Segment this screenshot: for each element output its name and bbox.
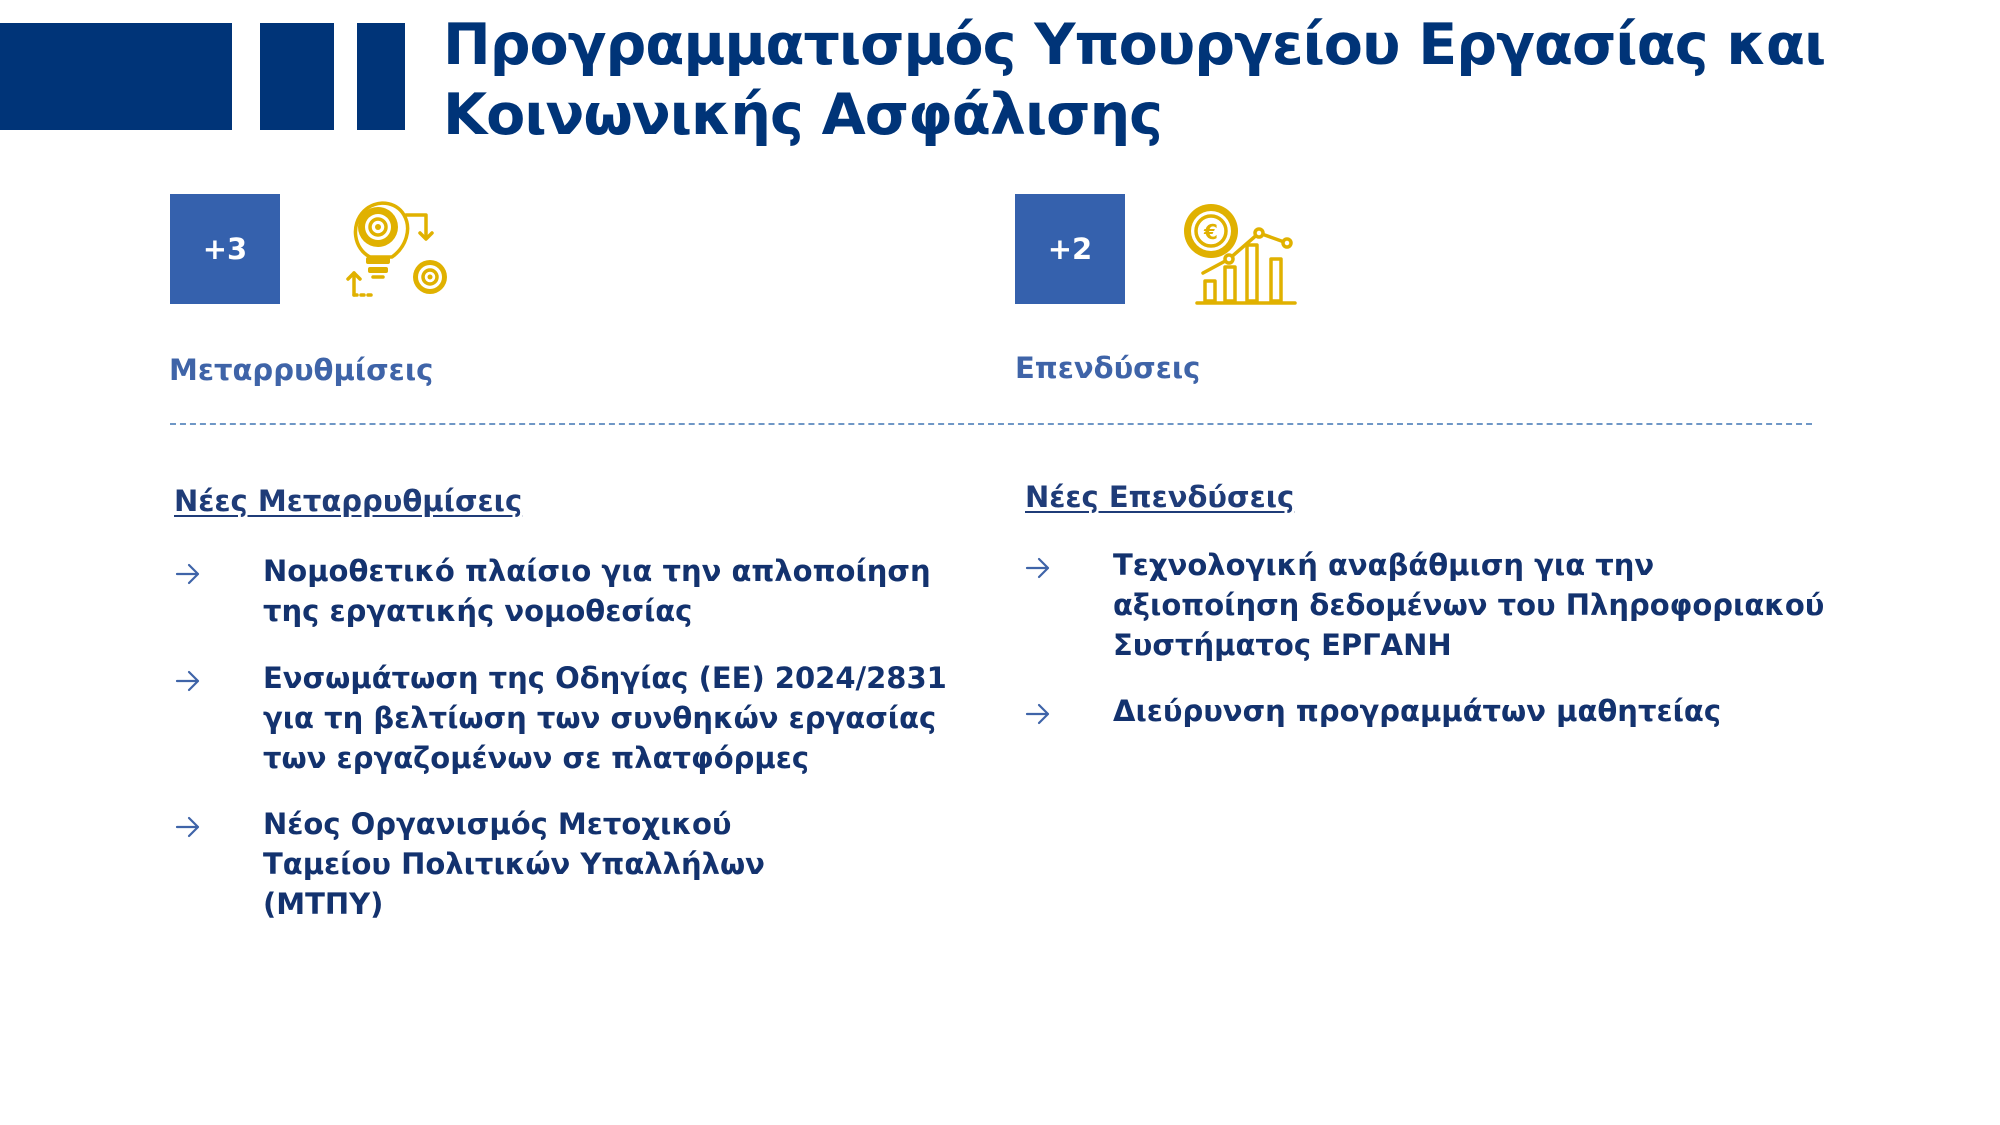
investment-item: Τεχνολογική αναβάθμιση για την αξιοποίηση δεδομένων του Πληροφοριακού Συστήματος ΕΡΓΑΝΗ bbox=[1113, 548, 1825, 662]
section-divider bbox=[170, 423, 1812, 425]
reforms-count-badge: +3 bbox=[170, 194, 280, 304]
reform-item: Νέος Οργανισμός Μετοχικού Ταμείου Πολιτικών Υπαλλήλων (ΜΤΠΥ) bbox=[263, 807, 765, 921]
svg-text:€: € bbox=[1204, 220, 1218, 244]
investments-category-label: Επενδύσεις bbox=[1015, 351, 1201, 385]
reform-item: Ενσωμάτωση της Οδηγίας (ΕΕ) 2024/2831 για τη βελτίωση των συνθηκών εργασίας των εργαζομένων σε πλατφόρμες bbox=[263, 661, 947, 775]
investments-count-badge: +2 bbox=[1015, 194, 1125, 304]
arrow-right-icon bbox=[175, 669, 201, 693]
reforms-category-label: Μεταρρυθμίσεις bbox=[169, 353, 434, 387]
arrow-right-icon bbox=[175, 562, 201, 586]
new-investments-heading: Νέες Επενδύσεις bbox=[1025, 480, 1295, 514]
reform-item: Νομοθετικό πλαίσιο για την απλοποίηση της εργατικής νομοθεσίας bbox=[263, 554, 931, 628]
page-title-line-1: Προγραμματισμός Υπουργείου Εργασίας και bbox=[443, 12, 1826, 78]
header-block-small bbox=[357, 23, 405, 130]
header-block-medium bbox=[260, 23, 334, 130]
header-block-large bbox=[0, 23, 232, 130]
page-title bbox=[443, 10, 1825, 150]
arrow-right-icon bbox=[175, 815, 201, 839]
page-title-line-2: Κοινωνικής Ασφάλισης bbox=[443, 82, 1162, 148]
arrow-right-icon bbox=[1025, 556, 1051, 580]
euro-investment-chart-icon bbox=[1183, 203, 1303, 307]
lightbulb-gears-icon bbox=[340, 195, 452, 305]
arrow-right-icon bbox=[1025, 702, 1051, 726]
investment-item: Διεύρυνση προγραμμάτων μαθητείας bbox=[1113, 694, 1722, 728]
new-reforms-heading: Νέες Μεταρρυθμίσεις bbox=[174, 484, 523, 518]
